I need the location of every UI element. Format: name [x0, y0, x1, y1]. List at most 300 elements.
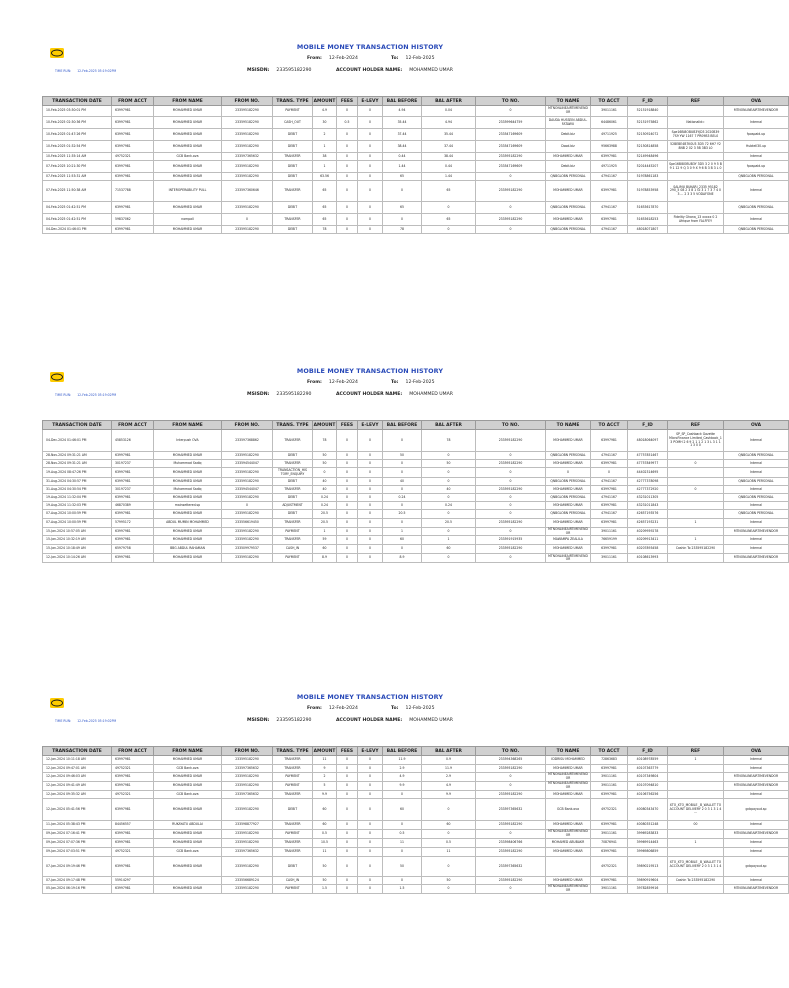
- cell-to-acct: 63997981: [591, 214, 628, 226]
- to-date: To: 12-Feb-2025: [391, 380, 435, 385]
- cell-bal-before: 4.94: [383, 106, 422, 117]
- column-header-e-levy: E-LEVY: [358, 421, 383, 430]
- cell-to-acct: 47941167: [591, 452, 628, 460]
- column-header-to-name: TO NAME: [546, 747, 591, 756]
- table-row: [43, 226, 789, 234]
- cell-bal-after: 60: [422, 821, 476, 830]
- cell-bal-before: 0: [383, 848, 422, 857]
- cell-from-name: [154, 877, 222, 885]
- cell-trans-type: TRANSFER: [273, 791, 313, 799]
- column-header-to-no: TO NO.: [476, 421, 546, 430]
- cell-e-levy: 0: [358, 478, 383, 486]
- cell-to-name: QNBGLOBN PERSONAL: [546, 202, 591, 214]
- cell-amount: 9: [313, 765, 337, 773]
- table-row: [43, 430, 789, 452]
- cell-fees: 0: [337, 885, 358, 894]
- cell-to-name: QNBGLOBN PERSONAL: [546, 478, 591, 486]
- cell-date: 09-Jan-2024 07:07:36 PM: [43, 839, 112, 848]
- cell-amount: 0.5: [313, 830, 337, 839]
- cell-to-no: 233595182290: [476, 765, 546, 773]
- cell-date: 04-Feb-2025 01:42:51 PM: [43, 214, 112, 226]
- cell-ref: [668, 478, 724, 486]
- column-header-e-levy: E-LEVY: [358, 747, 383, 756]
- cell-to-no: 0: [476, 478, 546, 486]
- cell-to-acct: 47941167: [591, 202, 628, 214]
- cell-date: 28-Nov-2024 09:31:21 AM: [43, 460, 112, 468]
- cell-to-name: MTNONLINEAIRTIMEVENDOR: [546, 528, 591, 536]
- cell-e-levy: 0: [358, 848, 383, 857]
- cell-to-name: QNBGLOBN PERSONAL: [546, 494, 591, 502]
- cell-fees: 0: [337, 756, 358, 765]
- cell-bal-after: 0: [422, 452, 476, 460]
- cell-to-no: 0: [476, 173, 546, 181]
- cell-f-id: 40080351248: [628, 821, 668, 830]
- cell-bal-before: 11.9: [383, 756, 422, 765]
- table-header-row: [43, 97, 789, 106]
- cell-f-id: 51653617870: [628, 202, 668, 214]
- cell-from-name: MOHAMMED UMAR: [154, 830, 222, 839]
- cell-bal-after: 38.44: [422, 153, 476, 161]
- cell-to-acct: 47941167: [591, 226, 628, 234]
- msisdn: MSISDN: 233595182290: [247, 718, 312, 723]
- transactions-table: [42, 96, 789, 234]
- column-header-from-name: FROM NAME: [154, 747, 222, 756]
- cell-from-acct: 63997981: [112, 756, 154, 765]
- column-header-ova: OVA: [724, 97, 789, 106]
- cell-bal-before: 50: [383, 857, 422, 877]
- cell-bal-after: 37.44: [422, 141, 476, 153]
- cell-from-no: 233595182290: [222, 494, 273, 502]
- cell-fees: 0: [337, 460, 358, 468]
- cell-from-no: 233595182290: [222, 857, 273, 877]
- statement-title: MOBILE MONEY TRANSACTION HISTORY: [296, 693, 444, 701]
- cell-from-acct: 49752321: [112, 791, 154, 799]
- cell-to-name: MOHAMMED UMAR: [546, 181, 591, 202]
- cell-to-no: 0: [476, 106, 546, 117]
- cell-e-levy: 0: [358, 129, 383, 141]
- column-header-bal-after: BAL AFTER: [422, 97, 476, 106]
- cell-date: 07-Feb-2025 10:21:30 PM: [43, 161, 112, 173]
- cell-ova: Internal: [724, 791, 789, 799]
- cell-from-no: 233597365632: [222, 848, 273, 857]
- table-row: [43, 545, 789, 554]
- cell-ova: QNBGLOBN PERSONAL: [724, 202, 789, 214]
- cell-from-name: MOHAMMED UMAR: [154, 129, 222, 141]
- cell-to-name: [546, 857, 591, 877]
- cell-bal-after: 0: [422, 885, 476, 894]
- cell-fees: 0: [337, 848, 358, 857]
- cell-trans-type: TRANSFER: [273, 486, 313, 494]
- column-header-f-id: F_ID: [628, 97, 668, 106]
- cell-date: 04-Feb-2025 01:42:51 PM: [43, 202, 112, 214]
- column-header-f-id: F_ID: [628, 421, 668, 430]
- cell-from-name: MOHAMMED UMAR: [154, 528, 222, 536]
- cell-e-levy: 0: [358, 554, 383, 563]
- cell-fees: 0: [337, 214, 358, 226]
- cell-trans-type: DEBIT: [273, 129, 313, 141]
- cell-to-acct: 72863683: [591, 756, 628, 765]
- to-date: To: 12-Feb-2025: [391, 56, 435, 61]
- cell-fees: 0: [337, 153, 358, 161]
- cell-e-levy: 0: [358, 528, 383, 536]
- cell-to-name: IDDRISU MOHAMMED: [546, 756, 591, 765]
- cell-to-acct: 95663988: [591, 141, 628, 153]
- cell-bal-after: 50: [422, 877, 476, 885]
- cell-to-no: 0: [476, 202, 546, 214]
- cell-f-id: 39782859916: [628, 885, 668, 894]
- cell-ref: SALIMU BUKARI_2335 95182 290_5 08 2 3 8 1 Gl 3 1 7 3 7 4 0 3 ... 2 3 3 5 VODAFONE: [668, 181, 724, 202]
- cell-from-no: 233595182290: [222, 885, 273, 894]
- cell-to-no: 0: [476, 885, 546, 894]
- cell-date: 31-Aug-2024 04:30:57 PM: [43, 478, 112, 486]
- cell-ref: [668, 202, 724, 214]
- table-row: [43, 782, 789, 791]
- cell-from-no: 233595182290: [222, 202, 273, 214]
- cell-bal-after: 1.44: [422, 173, 476, 181]
- cell-amount: 0: [313, 468, 337, 478]
- from-date: From: 12-Feb-2024: [307, 56, 358, 61]
- cell-to-acct: 63997981: [591, 460, 628, 468]
- cell-f-id: 40080343470: [628, 799, 668, 821]
- cell-trans-type: PAYMENT: [273, 830, 313, 839]
- cell-date: 15-Jan-2024 10:18:49 AM: [43, 545, 112, 554]
- cell-bal-after: 0: [422, 510, 476, 519]
- cell-date: 10-Feb-2025 03:30:01 PM: [43, 106, 112, 117]
- cell-fees: 0.5: [337, 117, 358, 129]
- cell-to-name: MTNONLINEAIRTIMEVENDOR: [546, 782, 591, 791]
- cell-f-id: 40107094810: [628, 782, 668, 791]
- cell-f-id: 48018064097: [628, 430, 668, 452]
- cell-f-id: 52151918840: [628, 106, 668, 117]
- cell-bal-before: 65: [383, 202, 422, 214]
- cell-to-no: 0: [476, 554, 546, 563]
- time-run: TIME RUN: 12-Feb-2025 05:19:02PM: [55, 69, 117, 73]
- cell-bal-before: 9.9: [383, 782, 422, 791]
- cell-f-id: 51653618253: [628, 214, 668, 226]
- cell-to-no: 233599644759: [476, 117, 546, 129]
- cell-trans-type: TRANSFER: [273, 839, 313, 848]
- cell-ref: [668, 782, 724, 791]
- cell-ref: 1: [668, 756, 724, 765]
- cell-to-name: Dood.biz: [546, 141, 591, 153]
- cell-from-no: 233595182290: [222, 129, 273, 141]
- cell-e-levy: 0: [358, 821, 383, 830]
- cell-to-name: MTNONLINEAIRTIMEVENDOR: [546, 885, 591, 894]
- cell-bal-after: 40: [422, 486, 476, 494]
- cell-f-id: 40107349804: [628, 773, 668, 782]
- cell-ova: Internal: [724, 117, 789, 129]
- cell-from-no: 233595182290: [222, 536, 273, 545]
- table-header-row: [43, 421, 789, 430]
- cell-to-no: 233595182290: [476, 791, 546, 799]
- cell-fees: 0: [337, 545, 358, 554]
- cell-ref: Fidelity Ghana_13 xxxxx 0 2 Afrique from FALFFEY: [668, 214, 724, 226]
- cell-to-acct: 47941167: [591, 173, 628, 181]
- cell-ova: MTNONLINEAIRTIMEVENDOR: [724, 106, 789, 117]
- cell-to-no: 233547169609: [476, 129, 546, 141]
- cell-trans-type: TRANSFER: [273, 848, 313, 857]
- cell-e-levy: 0: [358, 202, 383, 214]
- cell-bal-after: 0: [422, 528, 476, 536]
- column-header-from-no: FROM NO.: [222, 97, 273, 106]
- cell-f-id: 39969806859: [628, 848, 668, 857]
- column-header-ref: REF: [668, 747, 724, 756]
- cell-to-no: 0: [476, 452, 546, 460]
- cell-fees: 0: [337, 502, 358, 510]
- cell-to-name: MTNONLINEAIRTIMEVENDOR: [546, 554, 591, 563]
- cell-bal-after: 0: [422, 468, 476, 478]
- table-row: [43, 821, 789, 830]
- cell-trans-type: CASH_IN: [273, 545, 313, 554]
- cell-from-acct: 63997981: [112, 161, 154, 173]
- cell-to-name: MOHAMMED UMAR: [546, 765, 591, 773]
- cell-ova: Internal: [724, 502, 789, 510]
- cell-date: 05-Jan-2024 06:19:16 PM: [43, 885, 112, 894]
- table-row: [43, 877, 789, 885]
- cell-to-no: 233597365632: [476, 799, 546, 821]
- column-header-to-acct: TO ACCT: [591, 97, 628, 106]
- cell-ova: QNBGLOBN PERSONAL: [724, 478, 789, 486]
- cell-fees: 0: [337, 877, 358, 885]
- cell-amount: 63.56: [313, 173, 337, 181]
- cell-trans-type: PAYMENT: [273, 782, 313, 791]
- cell-bal-before: 0: [383, 181, 422, 202]
- cell-bal-after: 0: [422, 202, 476, 214]
- cell-amount: 38: [313, 153, 337, 161]
- cell-from-name: GCB Bank.ova: [154, 791, 222, 799]
- cell-to-name: MOHAMMED UMAR: [546, 519, 591, 528]
- cell-fees: 0: [337, 202, 358, 214]
- cell-date: 12-Jan-2024 10:11:18 AM: [43, 756, 112, 765]
- cell-from-no: 233595182290: [222, 830, 273, 839]
- table-row: [43, 756, 789, 765]
- cell-to-name: MOHAMMED UMAR: [546, 877, 591, 885]
- cell-f-id: 47757851467: [628, 452, 668, 460]
- cell-e-levy: 0: [358, 510, 383, 519]
- cell-bal-before: 0: [383, 791, 422, 799]
- cell-ova: Internal: [724, 536, 789, 545]
- cell-bal-before: 20.5: [383, 510, 422, 519]
- cell-trans-type: TRANSACTION_HIS TORY_ENQUIRY: [273, 468, 313, 478]
- cell-to-no: 233595182290: [476, 153, 546, 161]
- cell-to-acct: 63997981: [591, 153, 628, 161]
- cell-e-levy: 0: [358, 214, 383, 226]
- cell-ova: fpospaid.up: [724, 161, 789, 173]
- cell-f-id: 43231011305: [628, 494, 668, 502]
- cell-from-acct: 63997981: [112, 782, 154, 791]
- cell-to-no: 233595182290: [476, 430, 546, 452]
- cell-trans-type: DEBIT: [273, 494, 313, 502]
- cell-ref: Cashin To 233595182290: [668, 545, 724, 554]
- transactions-table: [42, 420, 789, 563]
- cell-bal-before: 0.5: [383, 830, 422, 839]
- cell-trans-type: TRANSFER: [273, 430, 313, 452]
- cell-ref: [668, 830, 724, 839]
- cell-from-name: MOHAMMED UMAR: [154, 141, 222, 153]
- cell-amount: 0.24: [313, 502, 337, 510]
- transactions-table: [42, 746, 789, 894]
- column-header-bal-before: BAL BEFORE: [383, 747, 422, 756]
- cell-date: 12-Jan-2024 09:46:03 AM: [43, 773, 112, 782]
- cell-amount: 4.9: [313, 106, 337, 117]
- cell-fees: 0: [337, 129, 358, 141]
- column-header-fees: FEES: [337, 747, 358, 756]
- table-row: [43, 502, 789, 510]
- cell-trans-type: TRANSFER: [273, 821, 313, 830]
- cell-fees: 0: [337, 173, 358, 181]
- cell-from-acct: 30197237: [112, 460, 154, 468]
- cell-trans-type: DEBIT: [273, 452, 313, 460]
- cell-from-no: 233595182290: [222, 226, 273, 234]
- cell-from-name: MOHAMMED UMAR: [154, 510, 222, 519]
- cell-to-name: Debit.biz: [546, 129, 591, 141]
- cell-bal-after: 0.04: [422, 106, 476, 117]
- cell-to-no: 233595182290: [476, 519, 546, 528]
- cell-to-no: 233598406766: [476, 839, 546, 848]
- cell-bal-before: 0: [383, 468, 422, 478]
- column-header-from-no: FROM NO.: [222, 421, 273, 430]
- cell-fees: 0: [337, 226, 358, 234]
- column-header-ova: OVA: [724, 421, 789, 430]
- cell-from-name: MOHAMMED UMAR: [154, 885, 222, 894]
- cell-ref: [668, 528, 724, 536]
- cell-amount: 78: [313, 226, 337, 234]
- cell-ref: 0: [668, 460, 724, 468]
- cell-from-name: MOHAMMED UMAR: [154, 478, 222, 486]
- cell-from-acct: 63997981: [112, 554, 154, 563]
- cell-from-name: Muhammad Sadiq: [154, 460, 222, 468]
- cell-from-name: mainsettered.sp: [154, 502, 222, 510]
- cell-amount: 50: [313, 452, 337, 460]
- cell-from-acct: 57995172: [112, 519, 154, 528]
- cell-bal-before: 0: [383, 502, 422, 510]
- cell-fees: 0: [337, 494, 358, 502]
- column-header-from-name: FROM NAME: [154, 97, 222, 106]
- cell-bal-before: 0: [383, 460, 422, 468]
- cell-amount: 59: [313, 536, 337, 545]
- cell-trans-type: DEBIT: [273, 173, 313, 181]
- cell-bal-before: 0: [383, 519, 422, 528]
- cell-bal-before: 2.9: [383, 765, 422, 773]
- table-row: [43, 181, 789, 202]
- cell-trans-type: TRANSFER: [273, 214, 313, 226]
- table-row: [43, 773, 789, 782]
- cell-f-id: 52151975862: [628, 117, 668, 129]
- cell-f-id: 42657193231: [628, 519, 668, 528]
- time-run: TIME RUN: 12-Feb-2025 05:19:02PM: [55, 719, 117, 723]
- column-header-date: TRANSACTION DATE: [43, 747, 112, 756]
- cell-date: 07-Aug-2024 10:00:59 PM: [43, 519, 112, 528]
- cell-ref: XTO_XTO_MOBILE _B_WALLET TO ACCOUNT DELIVERY 2 0 3 1 3 1 4 ...: [668, 799, 724, 821]
- cell-from-acct: 63997981: [112, 536, 154, 545]
- cell-from-acct: 63997981: [112, 510, 154, 519]
- cell-date: 10-Feb-2025 01:47:26 PM: [43, 129, 112, 141]
- column-header-e-levy: E-LEVY: [358, 97, 383, 106]
- cell-bal-before: 11: [383, 839, 422, 848]
- cell-bal-after: 0: [422, 799, 476, 821]
- cell-to-acct: 49752321: [591, 857, 628, 877]
- cell-ova: Internal: [724, 756, 789, 765]
- cell-date: 10-Feb-2025 11:35:14 AM: [43, 153, 112, 161]
- cell-to-name: MTNONLINEAIRTIMEVENDOR: [546, 106, 591, 117]
- cell-bal-before: 1.5: [383, 885, 422, 894]
- table-row: [43, 106, 789, 117]
- cell-from-acct: 46870389: [112, 502, 154, 510]
- cell-date: 07-Jan-2024 09:19:46 PM: [43, 857, 112, 877]
- cell-to-name: MOHAMMED UMAR: [546, 791, 591, 799]
- cell-ova: MTNONLINEAIRTIMEVENDOR: [724, 782, 789, 791]
- column-header-fees: FEES: [337, 97, 358, 106]
- cell-to-name: MOHAMMED UMAR: [546, 545, 591, 554]
- cell-ref: Spe16BI8OBUB3Y 3D5 3 2 0 9 5 B 9 1 12 9 Q 3 0 9 X 9 6 B 3 B 3 L 0: [668, 161, 724, 173]
- cell-bal-before: 4.9: [383, 773, 422, 782]
- table-row: [43, 857, 789, 877]
- cell-from-no: 233595182290: [222, 799, 273, 821]
- cell-trans-type: ADJUSTMENT: [273, 502, 313, 510]
- cell-e-levy: 0: [358, 460, 383, 468]
- cell-bal-after: 9.9: [422, 791, 476, 799]
- cell-bal-after: 50: [422, 460, 476, 468]
- table-row: [43, 519, 789, 528]
- cell-amount: 65: [313, 181, 337, 202]
- cell-ova: Internal: [724, 765, 789, 773]
- cell-from-name: Interpush OVA: [154, 430, 222, 452]
- column-header-ova: OVA: [724, 747, 789, 756]
- cell-e-levy: 0: [358, 486, 383, 494]
- cell-from-no: 233597368862: [222, 430, 273, 452]
- account-holder: ACCOUNT HOLDER NAME: MOHAMMED UMAR: [336, 68, 453, 73]
- cell-amount: 20.5: [313, 519, 337, 528]
- column-header-date: TRANSACTION DATE: [43, 97, 112, 106]
- cell-ova: QNBGLOBN PERSONAL: [724, 510, 789, 519]
- cell-ova: QNBGLOBN PERSONAL: [724, 226, 789, 234]
- cell-e-levy: 0: [358, 502, 383, 510]
- cell-from-acct: 49752321: [112, 153, 154, 161]
- cell-f-id: 52150924072: [628, 129, 668, 141]
- cell-amount: 10.5: [313, 839, 337, 848]
- cell-to-no: 233594368265: [476, 756, 546, 765]
- cell-e-levy: 0: [358, 857, 383, 877]
- cell-trans-type: TRANSFER: [273, 153, 313, 161]
- cell-trans-type: PAYMENT: [273, 106, 313, 117]
- column-header-to-acct: TO ACCT: [591, 421, 628, 430]
- cell-amount: 0.24: [313, 494, 337, 502]
- cell-f-id: 42777378098: [628, 478, 668, 486]
- cell-to-acct: 63997981: [591, 486, 628, 494]
- cell-from-no: 233595182290: [222, 452, 273, 460]
- cell-amount: 2: [313, 129, 337, 141]
- cell-bal-before: 0: [383, 877, 422, 885]
- cell-from-acct: 63997981: [112, 839, 154, 848]
- from-date: From: 12-Feb-2024: [307, 380, 358, 385]
- cell-amount: 78: [313, 430, 337, 452]
- cell-ref: 1: [668, 839, 724, 848]
- cell-date: 12-Jan-2024 05:41:56 PM: [43, 799, 112, 821]
- cell-from-acct: 63997981: [112, 129, 154, 141]
- cell-fees: 0: [337, 141, 358, 153]
- table-row: [43, 765, 789, 773]
- cell-to-no: 233595182290: [476, 545, 546, 554]
- cell-to-no: 0: [476, 830, 546, 839]
- cell-e-levy: 0: [358, 106, 383, 117]
- table-row: [43, 830, 789, 839]
- column-header-f-id: F_ID: [628, 747, 668, 756]
- cell-e-levy: 0: [358, 545, 383, 554]
- cell-fees: 0: [337, 857, 358, 877]
- table-row: [43, 141, 789, 153]
- cell-fees: 0: [337, 554, 358, 563]
- cell-e-levy: 0: [358, 452, 383, 460]
